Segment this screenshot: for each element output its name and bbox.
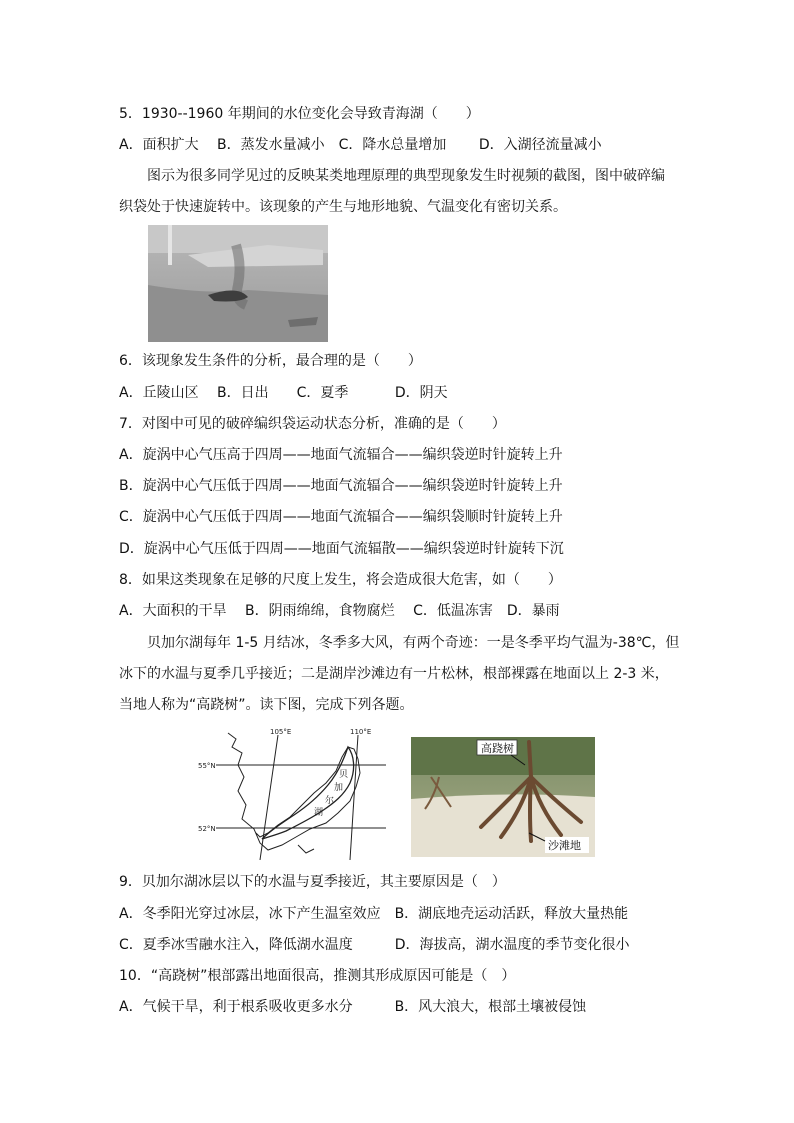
q9-options-cd: C．夏季冰雪融水注入，降低湖水温度 D．海拔高，湖水温度的季节变化很小	[119, 937, 630, 953]
lake-label-4: 湖	[314, 808, 324, 818]
baikal-map	[198, 725, 390, 860]
lake-label-2: 加	[334, 783, 344, 793]
q7-option-a: A．旋涡中心气压高于四周——地面气流辐合——编织袋逆时针旋转上升	[119, 447, 563, 463]
stilt-tree-photo	[411, 737, 595, 857]
q5-options: A．面积扩大 B．蒸发水量减小 C．降水总量增加 D．入湖径流量减小	[119, 137, 602, 153]
q8-stem: 8．如果这类现象在足够的尺度上发生，将会造成很大危害，如（ ）	[119, 572, 562, 588]
passage2-line-2: 冰下的水温与夏季几乎接近；二是湖岸沙滩边有一片松林，根部裸露在地面以上 2-3 米，	[119, 666, 669, 682]
q6-options: A．丘陵山区 B．日出 C．夏季 D．阴天	[119, 385, 448, 401]
q7-stem: 7．对图中可见的破碎编织袋运动状态分析，准确的是（ ）	[119, 416, 506, 432]
q9-stem: 9．贝加尔湖冰层以下的水温与夏季接近，其主要原因是（ ）	[119, 874, 506, 890]
q10-options-ab: A．气候干旱，利于根系吸收更多水分 B．风大浪大，根部土壤被侵蚀	[119, 999, 587, 1015]
q7-option-c: C．旋涡中心气压低于四周——地面气流辐合——编织袋顺时针旋转上升	[119, 509, 563, 525]
q5-stem: 5．1930--1960 年期间的水位变化会导致青海湖（ ）	[119, 106, 480, 122]
dust-devil-photo	[148, 225, 328, 342]
q6-stem: 6．该现象发生条件的分析，最合理的是（ ）	[119, 353, 422, 369]
map-lat-55: 55°N	[198, 762, 216, 770]
q9-options-ab: A．冬季阳光穿过冰层，冰下产生温室效应 B．湖底地壳运动活跃，释放大量热能	[119, 906, 629, 922]
map-lon-110: 110°E	[350, 728, 372, 736]
lake-label-1: 贝	[339, 770, 349, 780]
lake-label-3: 尔	[325, 796, 335, 806]
photo-label-tree: 高跷树	[481, 742, 514, 755]
map-lon-105: 105°E	[270, 728, 292, 736]
q10-stem: 10．“高跷树”根部露出地面很高，推测其形成原因可能是（ ）	[119, 968, 516, 984]
q7-option-b: B．旋涡中心气压低于四周——地面气流辐合——编织袋逆时针旋转上升	[119, 478, 563, 494]
map-lat-52: 52°N	[198, 825, 216, 833]
q7-option-d: D．旋涡中心气压低于四周——地面气流辐散——编织袋逆时针旋转下沉	[119, 541, 564, 557]
passage2-line-3: 当地人称为“高跷树”。读下图，完成下列各题。	[119, 697, 414, 713]
passage1-line-2: 织袋处于快速旋转中。该现象的产生与地形地貌、气温变化有密切关系。	[119, 199, 567, 215]
passage2-line-1: 贝加尔湖每年 1-5 月结冰，冬季多大风，有两个奇迹：一是冬季平均气温为-38℃，但	[119, 635, 680, 651]
q8-options: A．大面积的干旱 B．阴雨绵绵，食物腐烂 C．低温冻害 D．暴雨	[119, 603, 560, 619]
passage1-line-1: 图示为很多同学见过的反映某类地理原理的典型现象发生时视频的截图，图中破碎编	[119, 168, 665, 184]
photo-label-sand: 沙滩地	[548, 839, 581, 852]
